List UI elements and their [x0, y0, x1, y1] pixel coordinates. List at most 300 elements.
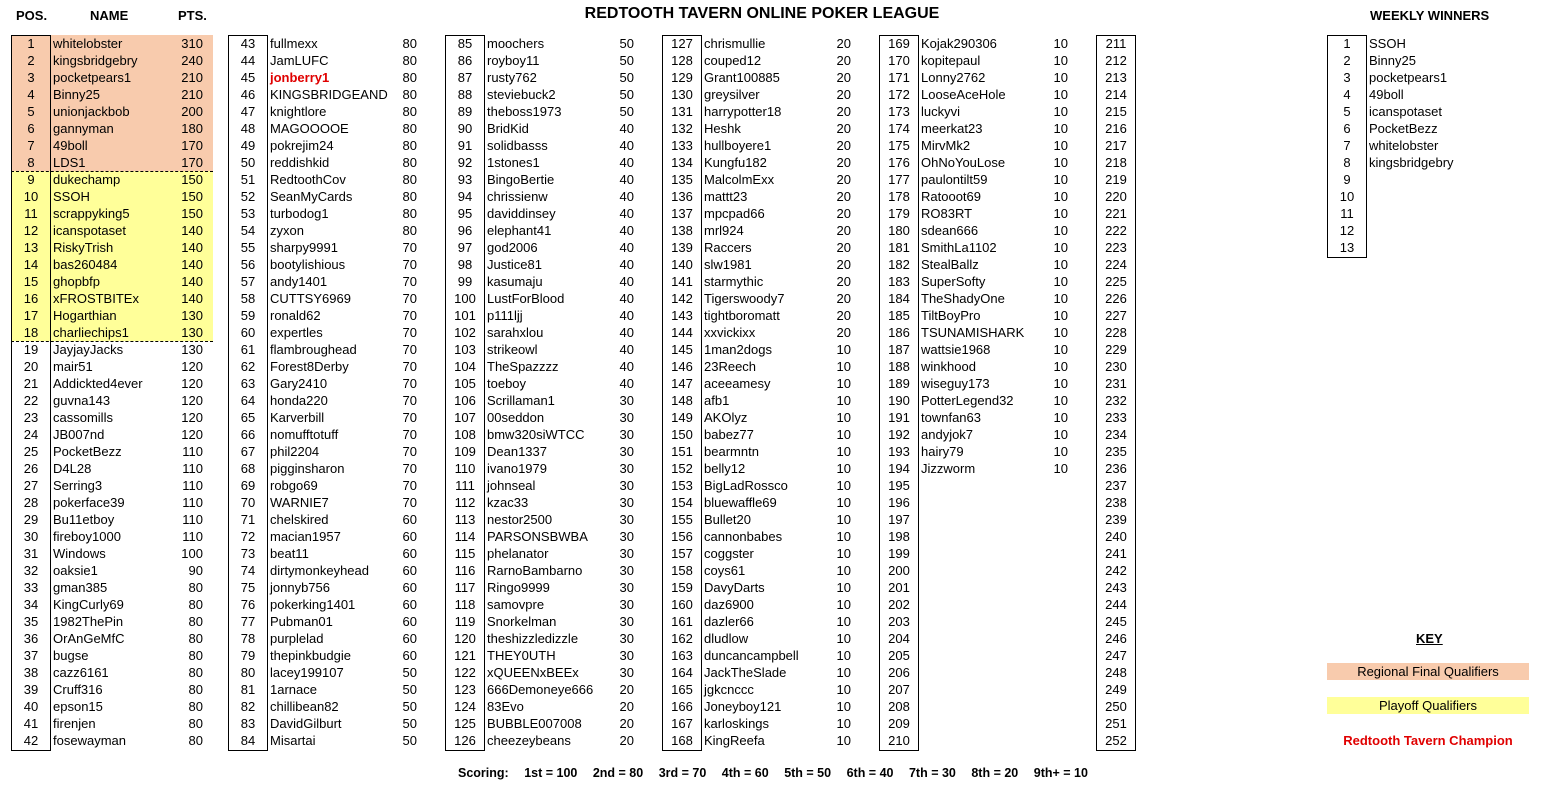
position-cell: 16 — [23, 291, 39, 306]
player-name-cell: StealBallz — [921, 257, 979, 272]
position-cell: 40 — [23, 699, 39, 714]
position-cell: 33 — [23, 580, 39, 595]
table-row — [879, 154, 1082, 171]
player-name-cell: winkhood — [921, 359, 976, 374]
table-row — [662, 715, 865, 732]
table-row — [879, 596, 1082, 613]
page-title: REDTOOTH TAVERN ONLINE POKER LEAGUE — [584, 5, 940, 22]
position-cell: 215 — [1105, 104, 1127, 119]
position-cell: 56 — [240, 257, 256, 272]
table-row — [1096, 528, 1136, 545]
player-name-cell: TheShadyOne — [921, 291, 1005, 306]
points-cell: 80 — [402, 206, 417, 221]
table-row — [662, 171, 865, 188]
player-name-cell: THEY0UTH — [487, 648, 556, 663]
weekly-winner-row — [1327, 137, 1477, 154]
table-row — [879, 460, 1082, 477]
points-cell: 10 — [836, 478, 851, 493]
points-cell: 10 — [836, 444, 851, 459]
points-cell: 120 — [181, 376, 203, 391]
table-row — [662, 528, 865, 545]
player-name-cell: starmythic — [704, 274, 764, 289]
table-row — [11, 52, 213, 69]
points-cell: 10 — [1053, 87, 1068, 102]
position-cell: 187 — [888, 342, 910, 357]
position-cell: 237 — [1105, 478, 1127, 493]
position-cell: 142 — [671, 291, 693, 306]
points-cell: 210 — [181, 87, 203, 102]
points-cell: 10 — [1053, 291, 1068, 306]
player-name-cell: KingCurly69 — [53, 597, 124, 612]
table-row — [879, 647, 1082, 664]
player-name-cell: nestor2500 — [487, 512, 553, 527]
week-number-cell: 6 — [1343, 121, 1351, 136]
player-name-cell: Bu11etboy — [53, 512, 115, 527]
points-cell: 10 — [836, 631, 851, 646]
position-cell: 18 — [23, 325, 39, 340]
position-cell: 106 — [454, 393, 476, 408]
position-cell: 49 — [240, 138, 256, 153]
scoring-item: 7th = 30 — [908, 766, 956, 780]
table-row — [879, 409, 1082, 426]
points-cell: 50 — [402, 733, 417, 748]
position-cell: 220 — [1105, 189, 1127, 204]
points-cell: 80 — [402, 53, 417, 68]
player-name-cell: AKOlyz — [704, 410, 748, 425]
table-row — [11, 630, 213, 647]
position-cell: 31 — [23, 546, 39, 561]
weekly-winner-name: Binny25 — [1369, 53, 1416, 68]
table-row — [445, 426, 648, 443]
position-cell: 185 — [888, 308, 910, 323]
position-cell: 241 — [1105, 546, 1127, 561]
position-cell: 136 — [671, 189, 693, 204]
points-cell: 10 — [1053, 359, 1068, 374]
position-cell: 64 — [240, 393, 256, 408]
player-name-cell: honda220 — [270, 393, 328, 408]
points-cell: 40 — [619, 172, 634, 187]
position-cell: 177 — [888, 172, 910, 187]
position-cell: 194 — [888, 461, 910, 476]
player-name-cell: 23Reech — [704, 359, 757, 374]
points-cell: 40 — [619, 138, 634, 153]
position-cell: 109 — [454, 444, 476, 459]
position-cell: 160 — [671, 597, 693, 612]
table-row — [228, 256, 431, 273]
player-name-cell: elephant41 — [487, 223, 552, 238]
position-cell: 204 — [888, 631, 910, 646]
table-row — [11, 443, 213, 460]
table-row — [228, 375, 431, 392]
table-row — [662, 324, 865, 341]
player-name-cell: wiseguy173 — [921, 376, 990, 391]
table-row — [445, 477, 648, 494]
table-row — [11, 613, 213, 630]
weekly-winner-name: SSOH — [1369, 36, 1406, 51]
player-name-cell: theboss1973 — [487, 104, 562, 119]
table-row — [228, 205, 431, 222]
player-name-cell: bugse — [53, 648, 89, 663]
position-cell: 8 — [27, 155, 35, 170]
position-cell: 200 — [888, 563, 910, 578]
position-cell: 209 — [888, 716, 910, 731]
position-cell: 67 — [240, 444, 256, 459]
table-row — [228, 630, 431, 647]
points-cell: 10 — [836, 461, 851, 476]
table-row — [228, 460, 431, 477]
position-cell: 134 — [671, 155, 693, 170]
position-cell: 198 — [888, 529, 910, 544]
player-name-cell: MAGOOOOE — [270, 121, 349, 136]
player-name-cell: coys61 — [704, 563, 746, 578]
table-row — [1096, 698, 1136, 715]
position-cell: 245 — [1105, 614, 1127, 629]
player-name-cell: BigLadRossco — [704, 478, 788, 493]
points-cell: 10 — [836, 699, 851, 714]
table-row — [879, 511, 1082, 528]
weekly-winner-name: whitelobster — [1369, 138, 1439, 153]
position-cell: 163 — [671, 648, 693, 663]
player-name-cell: Kungfu182 — [704, 155, 767, 170]
position-cell: 148 — [671, 393, 693, 408]
position-cell: 83 — [240, 716, 256, 731]
points-cell: 80 — [402, 104, 417, 119]
position-cell: 180 — [888, 223, 910, 238]
player-name-cell: kzac33 — [487, 495, 529, 510]
player-name-cell: chillibean82 — [270, 699, 339, 714]
position-cell: 114 — [454, 529, 476, 544]
table-row — [445, 715, 648, 732]
points-cell: 30 — [619, 427, 634, 442]
table-row — [1096, 477, 1136, 494]
player-name-cell: guvna143 — [53, 393, 111, 408]
points-cell: 10 — [836, 512, 851, 527]
points-cell: 10 — [1053, 223, 1068, 238]
points-cell: 30 — [619, 597, 634, 612]
player-name-cell: Pubman01 — [270, 614, 333, 629]
points-cell: 10 — [1053, 121, 1068, 136]
points-cell: 10 — [836, 495, 851, 510]
table-row — [1096, 732, 1136, 749]
points-cell: 10 — [1053, 257, 1068, 272]
table-row — [879, 477, 1082, 494]
points-cell: 10 — [1053, 410, 1068, 425]
table-row — [445, 137, 648, 154]
table-row — [445, 375, 648, 392]
points-cell: 70 — [402, 478, 417, 493]
table-row — [879, 562, 1082, 579]
position-cell: 174 — [888, 121, 910, 136]
table-row — [445, 86, 648, 103]
position-cell: 169 — [888, 36, 910, 51]
weekly-winner-row — [1327, 188, 1477, 205]
position-cell: 36 — [23, 631, 39, 646]
position-cell: 39 — [23, 682, 39, 697]
points-cell: 310 — [181, 36, 203, 51]
points-cell: 20 — [836, 291, 851, 306]
points-cell: 40 — [619, 308, 634, 323]
weekly-winner-row — [1327, 239, 1477, 256]
player-name-cell: Lonny2762 — [921, 70, 986, 85]
player-name-cell: 49boll — [53, 138, 88, 153]
table-row — [1096, 715, 1136, 732]
position-cell: 140 — [671, 257, 693, 272]
standings-column — [11, 35, 213, 749]
week-number-cell: 3 — [1343, 70, 1351, 85]
position-cell: 171 — [888, 70, 910, 85]
player-name-cell: 1982ThePin — [53, 614, 124, 629]
table-row — [445, 681, 648, 698]
player-name-cell: TiltBoyPro — [921, 308, 981, 323]
points-cell: 40 — [619, 223, 634, 238]
table-row — [662, 256, 865, 273]
position-cell: 57 — [240, 274, 256, 289]
position-cell: 119 — [454, 614, 476, 629]
player-name-cell: PocketBezz — [53, 444, 122, 459]
points-cell: 120 — [181, 410, 203, 425]
position-cell: 29 — [23, 512, 39, 527]
table-row — [879, 528, 1082, 545]
points-cell: 10 — [1053, 172, 1068, 187]
position-cell: 197 — [888, 512, 910, 527]
scoring-item: 3rd = 70 — [658, 766, 707, 780]
table-row — [662, 35, 865, 52]
player-name-cell: ivano1979 — [487, 461, 547, 476]
points-cell: 70 — [402, 274, 417, 289]
position-cell: 70 — [240, 495, 256, 510]
table-row — [228, 137, 431, 154]
position-cell: 170 — [888, 53, 910, 68]
player-name-cell: Kojak290306 — [921, 36, 997, 51]
points-cell: 70 — [402, 342, 417, 357]
player-name-cell: lacey199107 — [270, 665, 344, 680]
position-cell: 111 — [455, 478, 475, 493]
player-name-cell: phil2204 — [270, 444, 320, 459]
standings-column — [1096, 35, 1136, 749]
player-name-cell: SSOH — [53, 189, 90, 204]
position-cell: 211 — [1105, 36, 1127, 51]
position-cell: 95 — [457, 206, 473, 221]
position-cell: 63 — [240, 376, 256, 391]
weekly-winner-row — [1327, 52, 1477, 69]
points-cell: 80 — [188, 665, 203, 680]
table-row — [11, 86, 213, 103]
player-name-cell: Joneyboy121 — [704, 699, 782, 714]
position-cell: 46 — [240, 87, 256, 102]
player-name-cell: flambroughead — [270, 342, 357, 357]
position-cell: 76 — [240, 597, 256, 612]
points-cell: 140 — [181, 223, 203, 238]
position-cell: 113 — [454, 512, 476, 527]
player-name-cell: LustForBlood — [487, 291, 565, 306]
table-row — [1096, 154, 1136, 171]
position-cell: 41 — [23, 716, 39, 731]
player-name-cell: kingsbridgebry — [53, 53, 138, 68]
week-number-cell: 9 — [1343, 172, 1351, 187]
player-name-cell: beat11 — [270, 546, 309, 561]
player-name-cell: pokrejim24 — [270, 138, 334, 153]
table-row — [445, 52, 648, 69]
week-number-cell: 4 — [1343, 87, 1351, 102]
table-row — [11, 35, 213, 52]
table-row — [228, 392, 431, 409]
table-row — [11, 426, 213, 443]
week-number-cell: 13 — [1339, 240, 1355, 255]
table-row — [879, 307, 1082, 324]
player-name-cell: dazler66 — [704, 614, 754, 629]
position-cell: 219 — [1105, 172, 1127, 187]
player-name-cell: 1stones1 — [487, 155, 540, 170]
position-cell: 66 — [240, 427, 256, 442]
player-name-cell: fosewayman — [53, 733, 126, 748]
position-cell: 9 — [27, 172, 35, 187]
player-name-cell: cazz6161 — [53, 665, 109, 680]
player-name-cell: icanspotaset — [53, 223, 126, 238]
player-name-cell: PotterLegend32 — [921, 393, 1014, 408]
position-cell: 210 — [888, 733, 910, 748]
points-cell: 70 — [402, 427, 417, 442]
position-cell: 80 — [240, 665, 256, 680]
points-cell: 40 — [619, 189, 634, 204]
table-row — [879, 732, 1082, 749]
table-row — [445, 222, 648, 239]
position-cell: 93 — [457, 172, 473, 187]
position-cell: 168 — [671, 733, 693, 748]
position-cell: 156 — [671, 529, 693, 544]
position-cell: 173 — [888, 104, 910, 119]
table-row — [11, 358, 213, 375]
points-cell: 20 — [619, 682, 634, 697]
player-name-cell: LooseAceHole — [921, 87, 1006, 102]
position-cell: 167 — [671, 716, 693, 731]
points-cell: 50 — [619, 87, 634, 102]
table-row — [228, 664, 431, 681]
table-row — [11, 545, 213, 562]
table-row — [662, 392, 865, 409]
position-cell: 214 — [1105, 87, 1127, 102]
position-cell: 132 — [671, 121, 693, 136]
table-row — [445, 494, 648, 511]
table-row — [11, 579, 213, 596]
position-cell: 110 — [454, 461, 476, 476]
player-name-cell: luckyvi — [921, 104, 961, 119]
table-row — [445, 324, 648, 341]
table-row — [11, 222, 213, 239]
table-row — [662, 154, 865, 171]
table-row — [879, 239, 1082, 256]
position-cell: 25 — [23, 444, 39, 459]
table-row — [1096, 613, 1136, 630]
player-name-cell: pokerface39 — [53, 495, 125, 510]
points-cell: 130 — [181, 342, 203, 357]
points-cell: 20 — [836, 70, 851, 85]
player-name-cell: JackTheSlade — [704, 665, 787, 680]
position-cell: 54 — [240, 223, 256, 238]
table-row — [662, 443, 865, 460]
points-cell: 10 — [1053, 427, 1068, 442]
player-name-cell: LDS1 — [53, 155, 86, 170]
points-cell: 10 — [836, 427, 851, 442]
table-row — [662, 494, 865, 511]
table-row — [1096, 188, 1136, 205]
position-cell: 5 — [27, 104, 35, 119]
position-cell: 153 — [671, 478, 693, 493]
points-cell: 70 — [402, 410, 417, 425]
player-name-cell: bmw320siWTCC — [487, 427, 585, 442]
position-cell: 26 — [23, 461, 39, 476]
position-cell: 166 — [671, 699, 693, 714]
player-name-cell: Jizzworm — [921, 461, 976, 476]
position-cell: 205 — [888, 648, 910, 663]
table-row — [662, 120, 865, 137]
table-row — [1096, 681, 1136, 698]
points-cell: 80 — [402, 189, 417, 204]
table-row — [879, 35, 1082, 52]
player-name-cell: whitelobster — [53, 36, 123, 51]
points-cell: 80 — [402, 121, 417, 136]
points-cell: 40 — [619, 325, 634, 340]
points-cell: 10 — [1053, 240, 1068, 255]
points-cell: 10 — [836, 359, 851, 374]
player-name-cell: mrl924 — [704, 223, 744, 238]
player-name-cell: CUTTSY6969 — [270, 291, 351, 306]
position-cell: 97 — [457, 240, 473, 255]
points-cell: 80 — [402, 223, 417, 238]
position-cell: 228 — [1105, 325, 1127, 340]
position-cell: 86 — [457, 53, 473, 68]
position-cell: 91 — [457, 138, 473, 153]
table-row — [662, 511, 865, 528]
table-row — [1096, 103, 1136, 120]
player-name-cell: Windows — [53, 546, 106, 561]
qualifier-divider — [11, 341, 213, 342]
position-cell: 144 — [671, 325, 693, 340]
points-cell: 70 — [402, 325, 417, 340]
player-name-cell: Cruff316 — [53, 682, 103, 697]
position-cell: 71 — [240, 512, 256, 527]
position-cell: 50 — [240, 155, 256, 170]
player-name-cell: Binny25 — [53, 87, 100, 102]
position-cell: 158 — [671, 563, 693, 578]
table-row — [11, 324, 213, 341]
table-row — [662, 341, 865, 358]
header-name: NAME — [90, 8, 129, 23]
position-cell: 92 — [457, 155, 473, 170]
player-name-cell: daviddinsey — [487, 206, 556, 221]
position-cell: 94 — [457, 189, 473, 204]
position-cell: 6 — [27, 121, 35, 136]
position-cell: 195 — [888, 478, 910, 493]
position-cell: 130 — [671, 87, 693, 102]
player-name-cell: dludlow — [704, 631, 749, 646]
points-cell: 20 — [836, 36, 851, 51]
table-row — [445, 290, 648, 307]
points-cell: 50 — [402, 665, 417, 680]
position-cell: 27 — [23, 478, 39, 493]
table-row — [11, 205, 213, 222]
player-name-cell: Misartai — [270, 733, 316, 748]
player-name-cell: dukechamp — [53, 172, 121, 187]
table-row — [228, 477, 431, 494]
position-cell: 222 — [1105, 223, 1127, 238]
position-cell: 75 — [240, 580, 256, 595]
points-cell: 120 — [181, 427, 203, 442]
table-row — [11, 154, 213, 171]
table-row — [228, 732, 431, 749]
table-row — [445, 647, 648, 664]
position-cell: 251 — [1105, 716, 1127, 731]
table-row — [228, 494, 431, 511]
